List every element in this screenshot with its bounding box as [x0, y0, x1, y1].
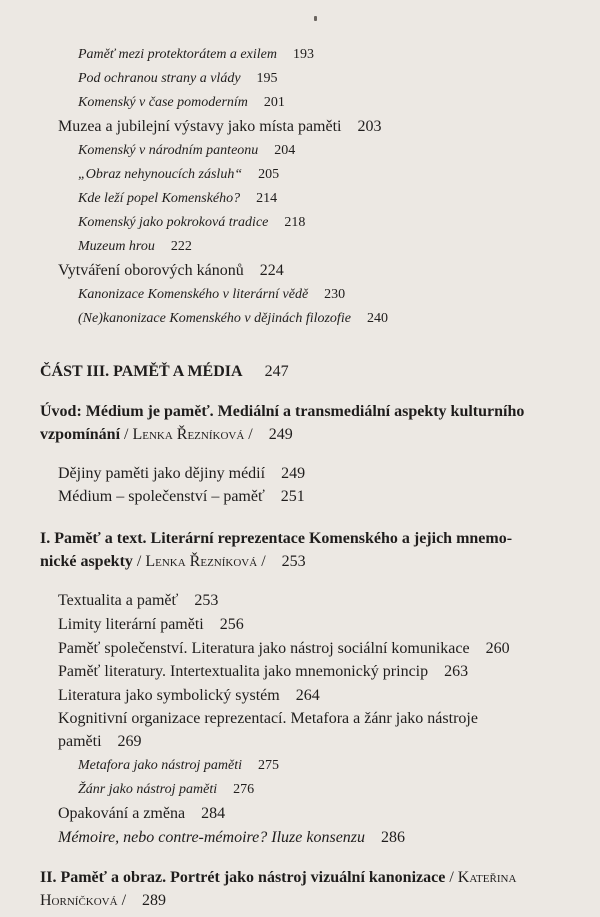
- intro-author: Lenka Řezníková: [132, 426, 245, 443]
- toc-entry-cont: paměti 269: [58, 733, 142, 750]
- toc-entry: Komenský jako pokroková tradice 218: [78, 215, 306, 230]
- toc-entry: Mémoire, nebo contre-mémoire? Iluze konsenzu 286: [58, 829, 406, 846]
- toc-entry: Textualita a paměť 253: [58, 592, 219, 609]
- toc-entry: Muzea a jubilejní výstavy jako místa paměti 203: [58, 118, 382, 135]
- toc-entry: Kanonizace Komenského v literární vědě 230: [78, 287, 346, 302]
- intro-title: Úvod: Médium je paměť. Mediální a transmediální aspekty kulturního: [40, 403, 525, 420]
- toc-entry: Kognitivní organizace reprezentací. Metafora a žánr jako nástroje: [58, 710, 478, 727]
- chapter-title-cont: Horníčková / 289: [40, 892, 167, 909]
- page-mark: [314, 16, 317, 21]
- toc-entry: Muzeum hrou 222: [78, 239, 192, 254]
- toc-entry: Paměť literatury. Intertextualita jako mnemonický princip 263: [58, 663, 469, 680]
- toc-entry: Paměť společenství. Literatura jako nástroj sociální komunikace 260: [58, 640, 510, 657]
- chapter-title-cont: nické aspekty / Lenka Řezníková / 253: [40, 553, 306, 570]
- chapter-title: I. Paměť a text. Literární reprezentace Komenského a jejich mnemo-: [40, 530, 513, 547]
- chapter-author: Lenka Řezníková: [145, 553, 258, 570]
- toc-entry: Médium – společenství – paměť 251: [58, 488, 305, 505]
- toc-entry: Metafora jako nástroj paměti 275: [78, 758, 279, 773]
- toc-entry: Komenský v čase pomoderním 201: [78, 95, 285, 110]
- toc-entry: Vytváření oborových kánonů 224: [58, 262, 284, 279]
- toc-entry: Limity literární paměti 256: [58, 616, 244, 633]
- chapter-title: II. Paměť a obraz. Portrét jako nástroj vizuální kanonizace / Kateřina: [40, 869, 517, 886]
- part-heading: ČÁST III. PAMĚŤ A MÉDIA 247: [40, 363, 289, 380]
- toc-entry: Komenský v národním panteonu 204: [78, 143, 296, 158]
- toc-entry: Pod ochranou strany a vlády 195: [78, 71, 278, 86]
- toc-entry: Dějiny paměti jako dějiny médií 249: [58, 465, 306, 482]
- chapter-author: Kateřina: [457, 869, 517, 886]
- intro-title-cont: vzpomínání / Lenka Řezníková / 249: [40, 426, 293, 443]
- toc-entry: (Ne)kanonizace Komenského v dějinách filozofie 240: [78, 311, 388, 326]
- chapter-author-cont: Horníčková: [40, 892, 118, 909]
- toc-entry: Žánr jako nástroj paměti 276: [78, 782, 255, 797]
- toc-entry: „Obraz nehynoucích zásluh“ 205: [78, 167, 280, 182]
- toc-entry: Kde leží popel Komenského? 214: [78, 191, 278, 206]
- toc-entry: Literatura jako symbolický systém 264: [58, 687, 320, 704]
- toc-entry: Paměť mezi protektorátem a exilem 193: [78, 47, 314, 62]
- toc-entry: Opakování a změna 284: [58, 805, 226, 822]
